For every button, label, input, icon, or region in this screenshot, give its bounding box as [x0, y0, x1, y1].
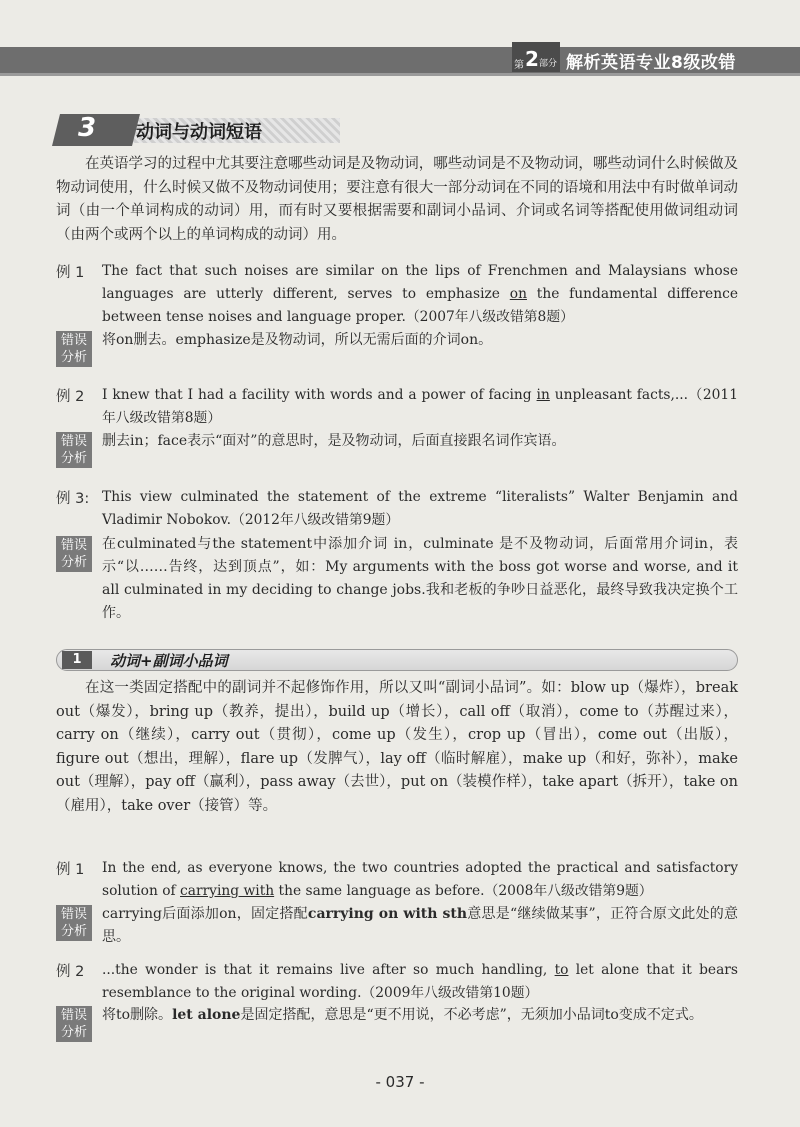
- example-label: 例 2: [56, 389, 85, 405]
- error-word: to: [554, 962, 569, 978]
- example-text: In the end, as everyone knows, the two countries adopted the practical and satisfactory solution of carrying with the same language as before.（2008年八级改错第9题）: [102, 860, 738, 899]
- part-suffix: 部分: [539, 59, 558, 69]
- error-word: in: [536, 387, 550, 403]
- error-word: carrying with: [180, 883, 275, 899]
- example-label: 例 2: [56, 964, 85, 980]
- example-label: 例 1: [56, 862, 85, 878]
- section-title: 动词与动词短语: [136, 122, 262, 143]
- part-prefix: 第: [514, 60, 524, 71]
- analysis-badge: 错误 分析: [56, 905, 92, 941]
- example-text: I knew that I had a facility with words and a power of facing in unpleasant facts,...（2011年八级改错第8题）: [102, 387, 738, 426]
- error-word: on: [509, 286, 527, 302]
- analysis-text: 将on删去。emphasize是及物动词，所以无需后面的介词on。: [102, 332, 493, 348]
- analysis-text: 删去in；face表示“面对”的意思时，是及物动词，后面直接跟名词作宾语。: [102, 433, 566, 449]
- example-text: The fact that such noises are similar on the lips of Frenchmen and Malaysians whose languages are utterly different, serves to emphasize on the fundamental difference between tense noises and language proper.（2007年八级改错第8题）: [102, 263, 738, 325]
- header-title: 解析英语专业8级改错: [566, 53, 736, 73]
- subsection-number: 1: [62, 651, 92, 669]
- analysis-badge: 错误 分析: [56, 1006, 92, 1042]
- analysis-text: 将to删除。let alone是固定搭配，意思是“更不用说，不必考虑”，无须加小品词to变成不定式。: [102, 1007, 703, 1023]
- part-tab: [512, 42, 560, 72]
- section-number: 3: [78, 113, 97, 143]
- subsection-intro: 在这一类固定搭配中的副词并不起修饰作用，所以又叫“副词小品词”。如：blow up（爆炸），break out（爆发），bring up（教养，提出），build up（增长），call off（取消），come to（苏醒过来），carry on（继续），carry out（贯彻），come up（发生），crop up（冒出），come out（出版），figure out（想出，理解），flare up（发脾气），lay off（临时解雇），make up（和好，弥补），make out（理解），pay off（赢利），pass away（去世），put on（装模作样），take apart（拆开），take on（雇用），take over（接管）等。: [56, 680, 738, 814]
- example-label: 例 1: [56, 265, 85, 281]
- analysis-badge: 错误 分析: [56, 536, 92, 572]
- analysis-badge: 错误 分析: [56, 331, 92, 367]
- example-label: 例 3:: [56, 491, 90, 507]
- analysis-badge: 错误 分析: [56, 432, 92, 468]
- example-text: ...the wonder is that it remains live after so much handling, to let alone that it bears resemblance to the original wording.（2009年八级改错第10题）: [102, 962, 738, 1001]
- part-number: 2: [525, 47, 539, 71]
- example-text: This view culminated the statement of the extreme “literalists” Walter Benjamin and Vladimir Nobokov.（2012年八级改错第9题）: [102, 489, 738, 528]
- section-intro: 在英语学习的过程中尤其要注意哪些动词是及物动词，哪些动词是不及物动词，哪些动词什么时候做及物动词使用，什么时候又做不及物动词使用；要注意有很大一部分动词在不同的语境和用法中有时做单词动词（由一个单词构成的动词）用，而有时又要根据需要和副词小品词、介词或名词等搭配使用做词组动词（由两个或两个以上的单词构成的动词）用。: [56, 156, 738, 243]
- subsection-title: 动词+副词小品词: [110, 652, 228, 670]
- analysis-text: 在culminated与the statement中添加介词 in，culminate 是不及物动词，后面常用介词in，表示“以……告终，达到顶点”，如：My arguments with the boss got worse and worse, and it all culminated in my deciding to change jobs.我和老板的争吵日益恶化，最终导致我决定换个工作。: [102, 536, 738, 621]
- analysis-text: carrying后面添加on，固定搭配carrying on with sth意思是“继续做某事”，正符合原文此处的意思。: [102, 906, 738, 945]
- header-rule: [0, 73, 800, 76]
- page-number: - 037 -: [375, 1073, 425, 1091]
